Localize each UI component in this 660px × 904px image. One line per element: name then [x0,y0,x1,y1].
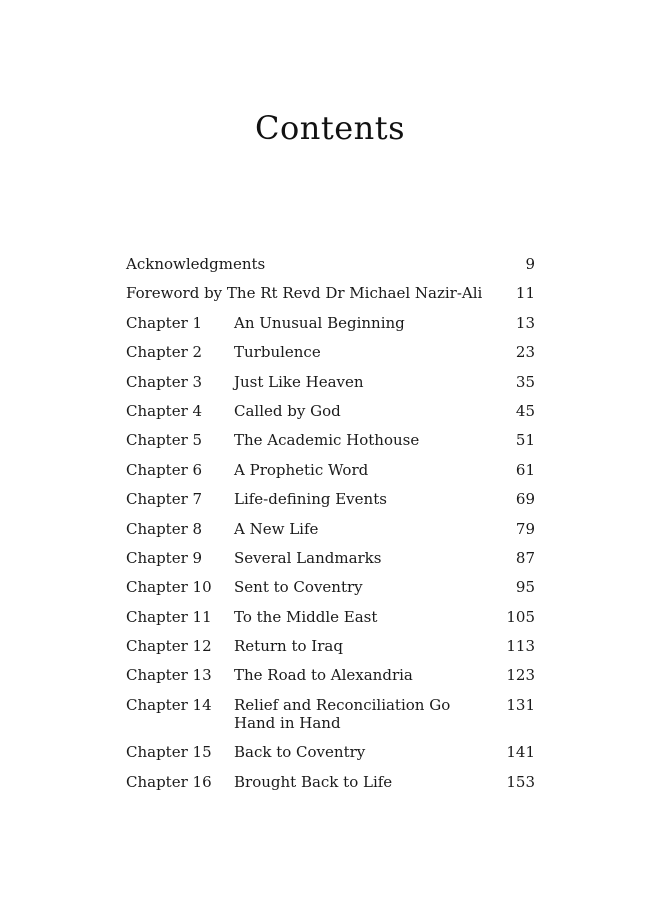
toc-entry-label: Acknowledgments [126,255,266,273]
toc-chapter-number: Chapter 7 [126,490,203,509]
toc-entry-page: 23 [515,343,535,362]
toc-entry-chapter-9[interactable] [126,549,535,567]
toc-entry-page: 13 [515,313,535,332]
toc-entry-chapter-14[interactable] [126,696,535,732]
toc-entry-page: 141 [506,743,535,762]
toc-entry-chapter-6[interactable] [126,461,535,479]
toc-entry-page: 113 [506,637,535,656]
toc-chapter-title: The Academic Hothouse [234,431,420,450]
toc-chapter-title: Several Landmarks [234,548,382,567]
toc-entry-chapter-16[interactable] [126,773,535,791]
toc-entry-page: 79 [515,519,535,538]
toc-entry-chapter-7[interactable] [126,490,535,508]
toc-chapter-number: Chapter 5 [126,431,203,450]
toc-chapter-number: Chapter 9 [126,548,203,567]
toc-entry-chapter-4[interactable] [126,402,535,420]
toc-entry-chapter-2[interactable] [126,343,535,361]
toc-entry-chapter-10[interactable] [126,578,535,596]
toc-chapter-title: Relief and Reconciliation Go Hand in Hand [234,695,451,732]
toc-chapter-number: Chapter 6 [126,460,203,479]
toc-chapter-number: Chapter 4 [126,401,203,420]
toc-chapter-title: A Prophetic Word [234,460,369,479]
toc-entry-page: 9 [525,255,535,273]
toc-entry-page: 95 [515,578,535,597]
toc-entry-page: 61 [515,460,535,479]
toc-entry-page: 123 [506,666,535,685]
toc-entry-page: 105 [506,607,535,626]
toc-chapter-title: Sent to Coventry [234,578,363,597]
toc-chapter-number: Chapter 1 [126,313,203,332]
toc-chapter-title: Return to Iraq [234,637,343,656]
toc-chapter-title: The Road to Alexandria [234,666,413,685]
toc-chapter-number: Chapter 2 [126,343,203,362]
toc-chapter-title: Turbulence [234,343,321,362]
toc-chapter-title: An Unusual Beginning [234,313,405,332]
toc-chapter-title: Brought Back to Life [234,772,393,791]
toc-chapter-title: Life-defining Events [234,490,387,509]
toc-entry-page: 69 [515,490,535,509]
toc-chapter-number: Chapter 11 [126,607,212,626]
toc-entry-page: 153 [506,772,535,791]
toc-entry-page: 131 [506,695,535,714]
toc-chapter-title: Back to Coventry [234,743,366,762]
toc-entry-chapter-8[interactable] [126,520,535,538]
toc-chapter-number: Chapter 13 [126,666,212,685]
toc-chapter-number: Chapter 3 [126,372,203,391]
toc-entry-acknowledgments[interactable] [126,255,535,273]
toc-entry-page: 11 [515,284,535,303]
table-of-contents [126,255,535,802]
toc-chapter-number: Chapter 14 [126,695,212,714]
toc-chapter-number: Chapter 15 [126,743,212,762]
page-title: Contents [254,109,406,148]
toc-entry-page: 45 [515,401,535,420]
toc-entry-chapter-3[interactable] [126,373,535,391]
toc-entry-chapter-1[interactable] [126,314,535,332]
toc-entry-page: 87 [515,548,535,567]
toc-entry-chapter-12[interactable] [126,637,535,655]
toc-chapter-title: To the Middle East [234,607,378,626]
toc-entry-chapter-13[interactable] [126,666,535,684]
toc-entry-page: 35 [515,372,535,391]
toc-chapter-number: Chapter 12 [126,637,212,656]
toc-entry-chapter-5[interactable] [126,431,535,449]
toc-chapter-title: Called by God [234,401,341,420]
toc-chapter-title: Just Like Heaven [234,372,364,391]
toc-chapter-number: Chapter 10 [126,578,212,597]
toc-entry-label: Foreword by The Rt Revd Dr Michael Nazir-Ali [126,284,483,303]
toc-entry-chapter-15[interactable] [126,743,535,761]
toc-entry-page: 51 [515,431,535,450]
toc-entry-foreword[interactable] [126,284,535,302]
toc-chapter-number: Chapter 16 [126,772,212,791]
toc-chapter-number: Chapter 8 [126,519,203,538]
toc-chapter-title: A New Life [234,519,319,538]
toc-entry-chapter-11[interactable] [126,608,535,626]
